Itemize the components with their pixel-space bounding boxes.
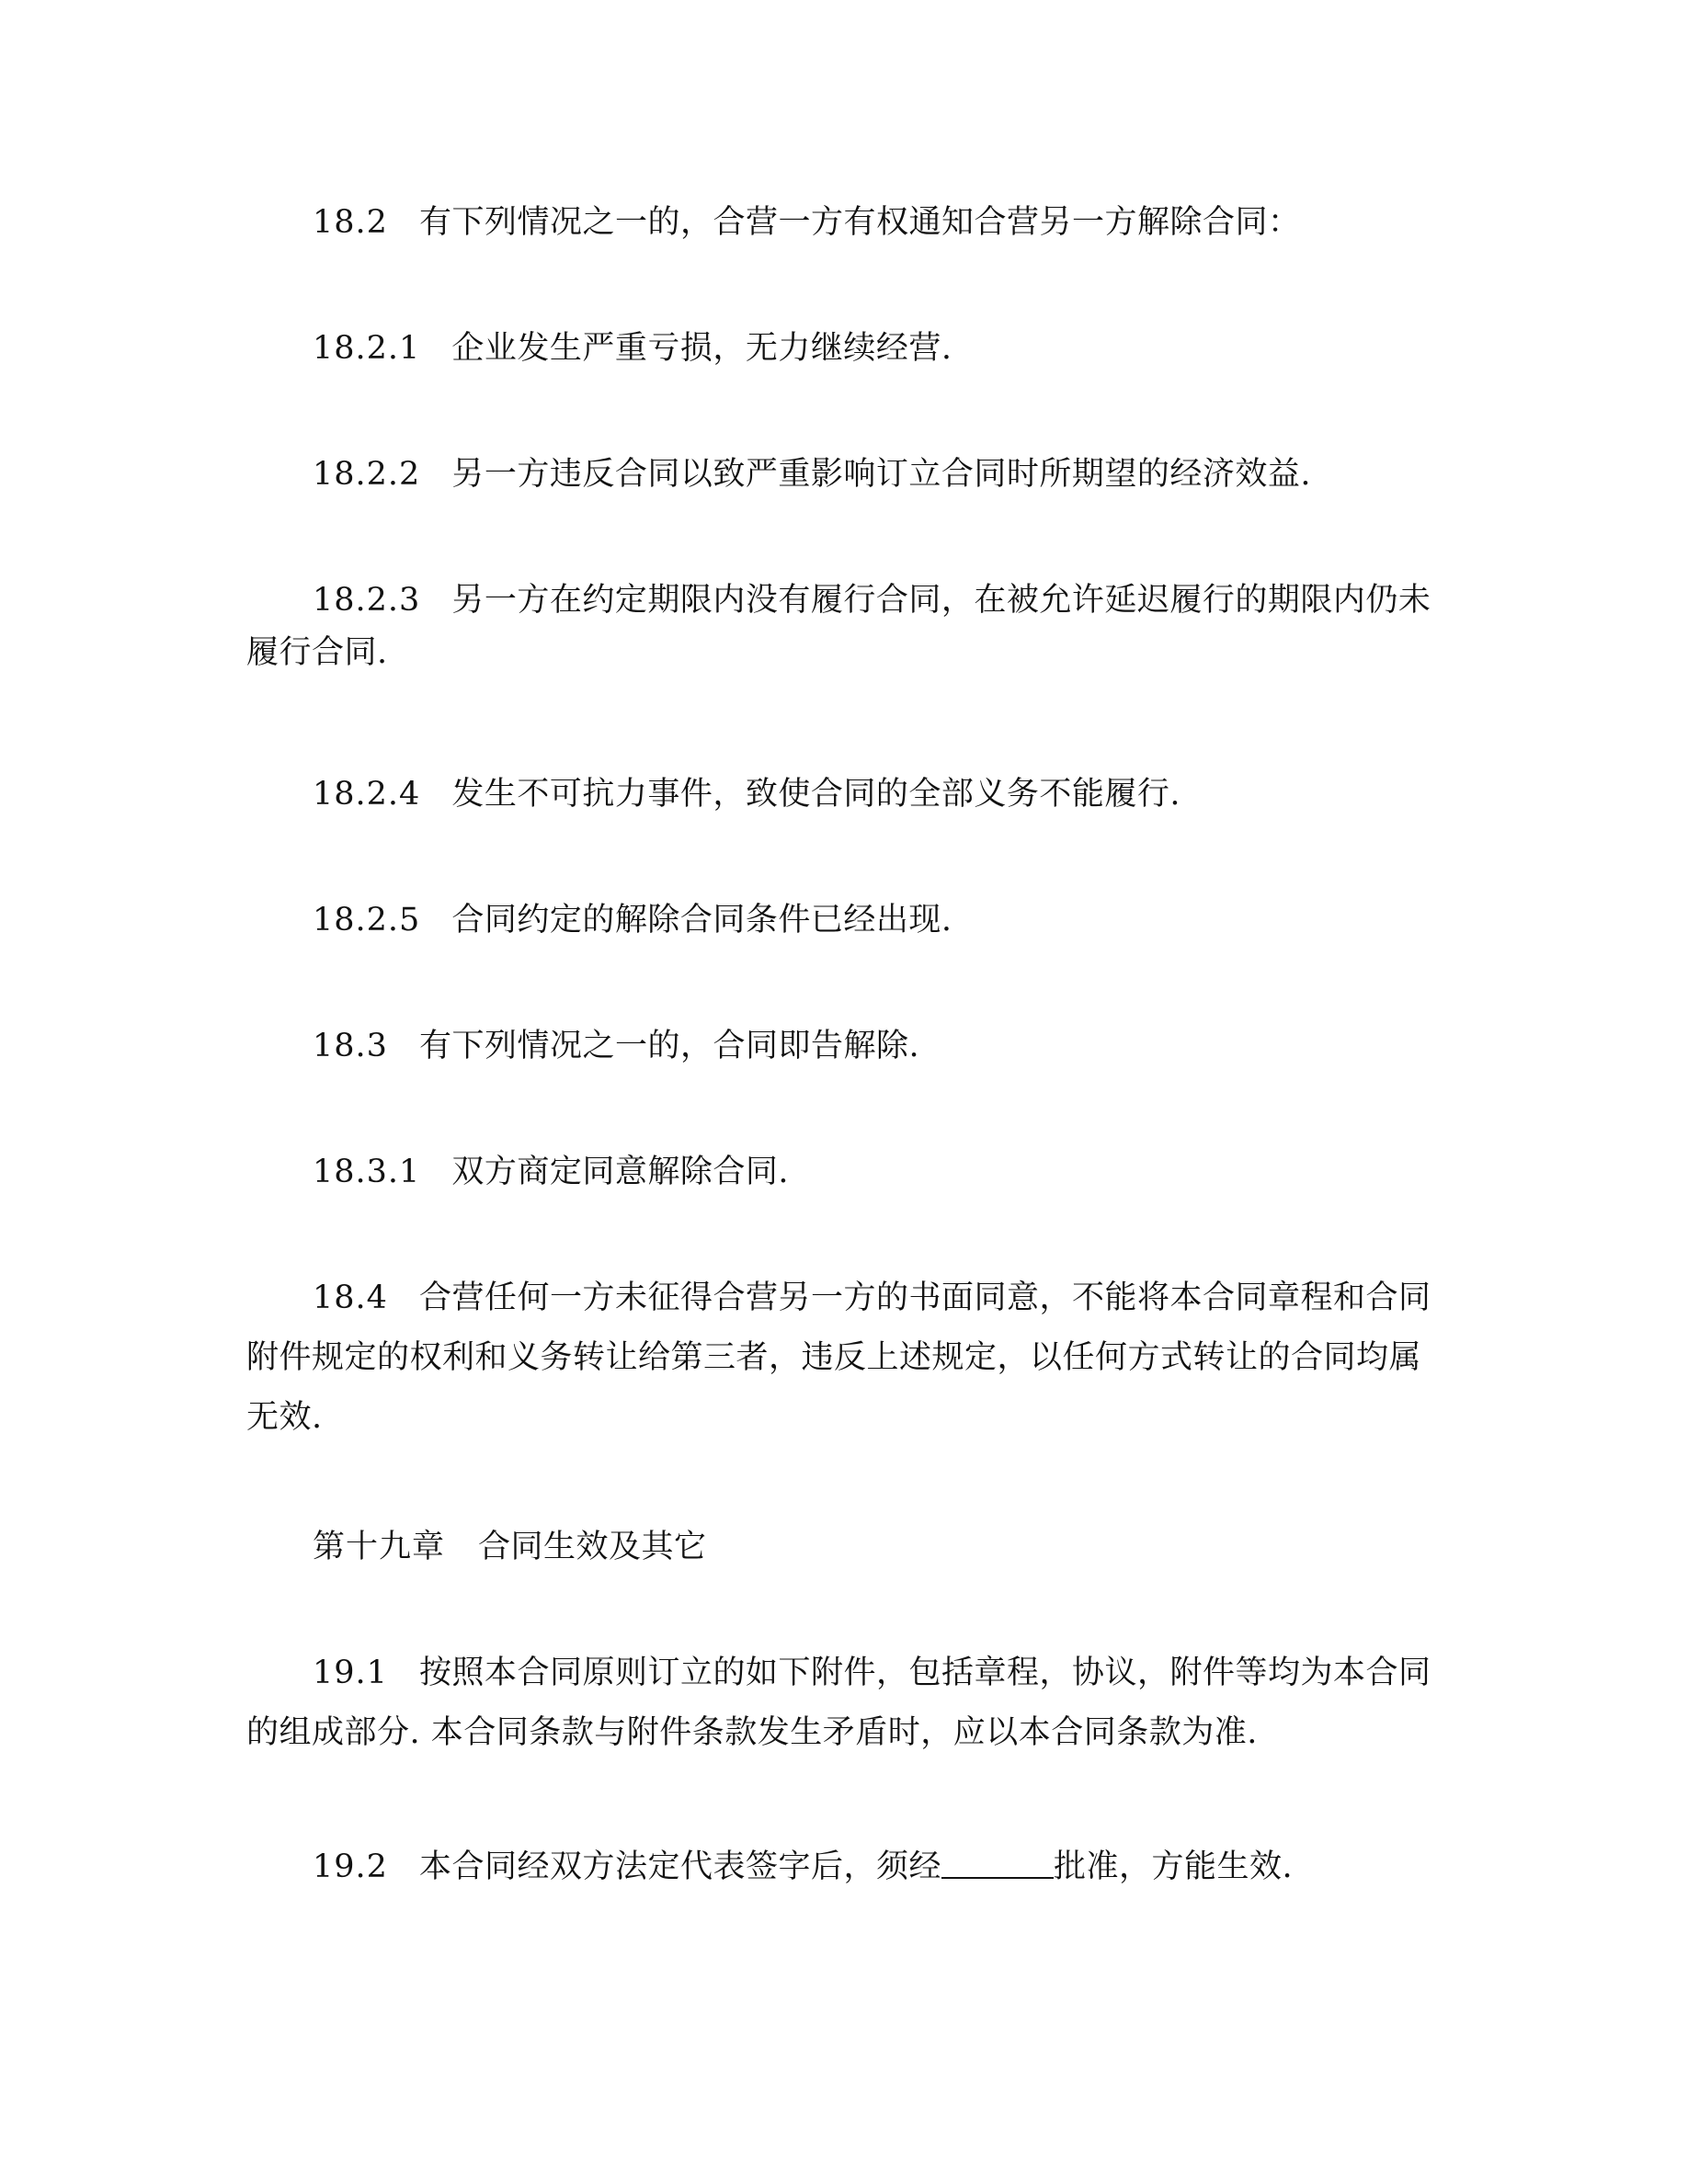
clause-text: 双方商定同意解除合同. [451, 1154, 789, 1190]
clause-text: 另一方违反合同以致严重影响订立合同时所期望的经济效益. [451, 456, 1311, 493]
clause-line [246, 447, 1442, 502]
clause-number: 18.2.2 [313, 456, 421, 493]
clause-18-4 [246, 1270, 1442, 1445]
clause-number: 18.3.1 [313, 1154, 421, 1190]
clause-line [246, 573, 1442, 628]
chapter-title: 合同生效及其它 [478, 1529, 707, 1565]
clause-18-2-5 [246, 893, 1442, 948]
chapter-number: 第十九章 [313, 1529, 446, 1565]
clause-text: 合同约定的解除合同条件已经出现. [451, 902, 952, 938]
clause-number: 19.1 [313, 1655, 388, 1691]
clause-line [246, 893, 1442, 948]
chapter-line [246, 1519, 1442, 1575]
clause-18-3-1 [246, 1144, 1442, 1200]
clause-text-continuation: 无效. [246, 1399, 323, 1436]
clause-number: 18.2.4 [313, 776, 421, 813]
chapter-19-heading [246, 1519, 1442, 1575]
clause-line [246, 1270, 1442, 1325]
clause-number: 18.3 [313, 1028, 388, 1064]
clause-text: 企业发生严重亏损，无力继续经营. [451, 330, 952, 367]
clause-number: 18.2.3 [313, 582, 421, 619]
clause-line [246, 1144, 1442, 1200]
clause-text: 另一方在约定期限内没有履行合同，在被允许延迟履行的期限内仍未 [451, 582, 1431, 619]
clause-number: 19.2 [313, 1848, 388, 1885]
clause-19-2 [246, 1839, 1442, 1894]
clause-18-2-1 [246, 321, 1442, 376]
clause-line [246, 1645, 1442, 1701]
fill-in-blank [941, 1849, 1054, 1879]
clause-number: 18.4 [313, 1280, 388, 1316]
clause-text: 按照本合同原则订立的如下附件，包括章程，协议，附件等均为本合同 [418, 1655, 1431, 1691]
clause-text: 发生不可抗力事件，致使合同的全部义务不能履行. [451, 776, 1180, 813]
clause-text-after-blank: 批准，方能生效. [1053, 1848, 1294, 1885]
clause-line [246, 767, 1442, 822]
clause-line [246, 1018, 1442, 1074]
clause-line [246, 195, 1442, 250]
clause-19-1 [246, 1645, 1442, 1760]
clause-text: 有下列情况之一的，合同即告解除. [418, 1028, 920, 1064]
clause-line [246, 1839, 1442, 1894]
clause-18-3 [246, 1018, 1442, 1074]
clause-text: 合营任何一方未征得合营另一方的书面同意，不能将本合同章程和合同 [418, 1280, 1431, 1316]
clause-text: 本合同经双方法定代表签字后，须经 [418, 1848, 941, 1885]
clause-text-continuation: 附件规定的权利和义务转让给第三者，违反上述规定，以任何方式转让的合同均属 [246, 1339, 1422, 1376]
clause-18-2-4 [246, 767, 1442, 822]
clause-text-continuation: 的组成部分. 本合同条款与附件条款发生矛盾时，应以本合同条款为准. [246, 1714, 1258, 1751]
clause-18-2-3 [246, 573, 1442, 680]
clause-18-2 [246, 195, 1442, 250]
clause-number: 18.2.1 [313, 330, 421, 367]
clause-line [246, 321, 1442, 376]
clause-18-2-2 [246, 447, 1442, 502]
clause-text-continuation: 履行合同. [246, 634, 388, 671]
clause-text: 有下列情况之一的，合营一方有权通知合营另一方解除合同： [418, 204, 1301, 241]
clause-number: 18.2 [313, 204, 388, 241]
clause-number: 18.2.5 [313, 902, 421, 938]
